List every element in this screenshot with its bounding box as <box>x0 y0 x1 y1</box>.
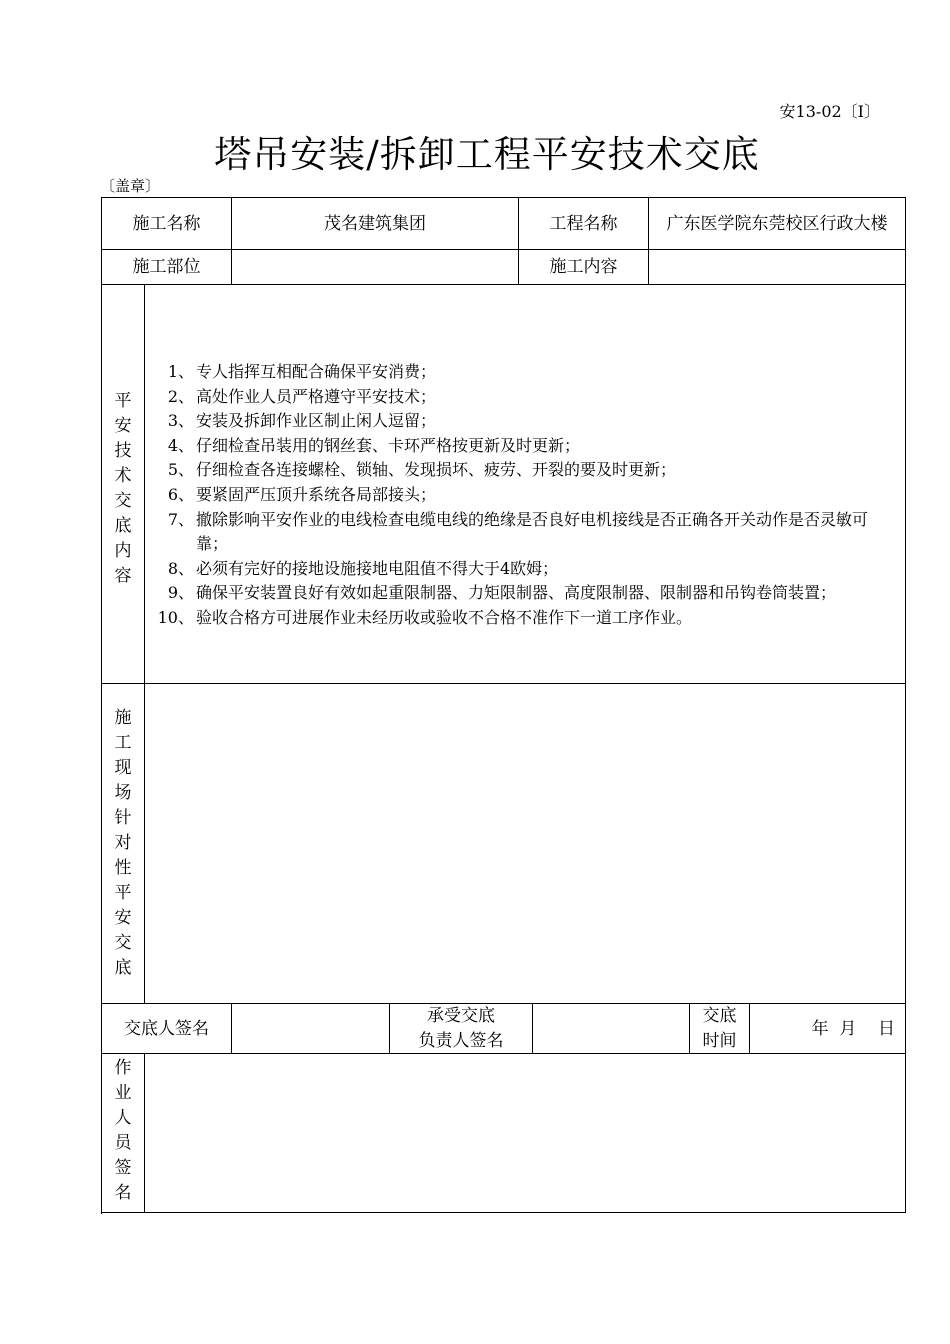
vertical-label-char: 签 <box>114 1158 132 1178</box>
list-item-number: 10、 <box>157 607 194 627</box>
list-item-number: 4、 <box>167 435 194 455</box>
safety-items-list <box>148 360 888 631</box>
vertical-label-char: 交 <box>114 933 132 953</box>
receiver-label-line1: 承受交底 <box>427 1005 495 1026</box>
construction-part-label: 施工部位 <box>102 250 232 285</box>
vertical-label-char: 人 <box>114 1108 132 1128</box>
list-item-text: 要紧固严压顶升系统各局部接头； <box>196 484 437 504</box>
discloser-sign-label: 交底人签名 <box>102 1004 232 1054</box>
list-item <box>148 508 888 557</box>
vertical-label-char: 容 <box>114 566 132 586</box>
list-item-text: 确保平安装置良好有效如起重限制器、力矩限制器、高度限制器、限制器和吊钩卷筒装置； <box>196 583 837 603</box>
vertical-label-char: 名 <box>114 1183 132 1203</box>
vertical-label-char: 技 <box>114 441 132 461</box>
list-item-number: 1、 <box>167 362 194 381</box>
vertical-label-char: 场 <box>114 783 132 803</box>
list-item <box>148 557 888 582</box>
vertical-label-char: 性 <box>114 858 132 878</box>
time-label-line2: 时间 <box>702 1030 737 1051</box>
form-code: 安13-02〔I〕 <box>779 102 880 121</box>
vertical-label-char: 业 <box>114 1083 132 1103</box>
disclosure-time-label <box>690 1004 750 1054</box>
page-title: 塔吊安装/拆卸工程平安技术交底 <box>214 133 760 176</box>
list-item <box>148 385 888 410</box>
receiver-sign-label <box>390 1004 533 1054</box>
vertical-label-char: 术 <box>114 466 132 486</box>
list-item-number: 8、 <box>167 558 194 578</box>
list-item <box>148 606 888 631</box>
vertical-label-char: 现 <box>114 758 132 778</box>
project-name-value[interactable]: 广东医学院东莞校区行政大楼 <box>649 198 906 250</box>
vertical-label-char: 底 <box>114 516 132 536</box>
worker-sign-area[interactable] <box>145 1054 906 1213</box>
construction-part-value[interactable] <box>232 250 519 285</box>
list-item-text: 验收合格方可进展作业未经历收或验收不合格不准作下一道工序作业。 <box>196 607 693 627</box>
list-item <box>148 434 888 459</box>
list-item-text: 必须有完好的接地设施接地电阻值不得大于4欧姆； <box>196 558 559 578</box>
list-item-number: 7、 <box>167 509 194 529</box>
construction-name-label: 施工名称 <box>102 198 232 250</box>
disclosure-date-field[interactable]: 年 月 日 <box>750 1004 906 1054</box>
vertical-label-char: 工 <box>114 733 132 753</box>
list-item <box>148 409 888 434</box>
construction-content-value[interactable] <box>649 250 906 285</box>
construction-name-value[interactable]: 茂名建筑集团 <box>232 198 519 250</box>
vertical-label-char: 安 <box>114 416 132 436</box>
vertical-label-char: 交 <box>114 491 132 511</box>
vertical-label-char: 安 <box>114 908 132 928</box>
receiver-label-line2: 负责人签名 <box>418 1030 504 1051</box>
list-item-text: 安装及拆卸作业区制止闲人逗留； <box>196 411 437 431</box>
vertical-label-char: 施 <box>114 708 132 728</box>
list-item-text: 高处作业人员严格遵守平安技术； <box>196 386 437 406</box>
list-item <box>148 483 888 508</box>
receiver-sign-field[interactable] <box>533 1004 690 1054</box>
vertical-label-char: 作 <box>114 1058 132 1078</box>
site-disclosure-label <box>102 684 145 1004</box>
safety-content-label <box>102 285 145 684</box>
list-item-number: 2、 <box>167 386 194 406</box>
seal-label: 〔盖章〕 <box>100 177 161 195</box>
list-item-number: 5、 <box>167 460 194 480</box>
worker-sign-label <box>102 1054 145 1213</box>
discloser-sign-field[interactable] <box>232 1004 390 1054</box>
site-disclosure-area[interactable] <box>145 684 906 1004</box>
vertical-label-char: 针 <box>114 808 132 828</box>
vertical-label-char: 平 <box>114 883 132 903</box>
list-item-number: 3、 <box>167 411 194 431</box>
vertical-label-char: 底 <box>114 958 132 978</box>
vertical-label-char: 平 <box>114 391 132 411</box>
project-name-label: 工程名称 <box>519 198 649 250</box>
vertical-label-char: 内 <box>114 541 132 561</box>
list-item-text: 仔细检查各连接螺栓、锁轴、发现损坏、疲劳、开裂的要及时更新； <box>196 460 677 480</box>
construction-content-label: 施工内容 <box>519 250 649 285</box>
list-item <box>148 581 888 606</box>
time-label-line1: 交底 <box>702 1005 737 1026</box>
disclosure-form-table <box>101 197 906 1214</box>
vertical-label-char: 对 <box>114 833 132 853</box>
list-item-number: 9、 <box>167 583 194 603</box>
list-item-text: 撤除影响平安作业的电线检查电缆电线的绝缘是否良好电机接线是否正确各开关动作是否灵敏可靠； <box>196 509 869 554</box>
vertical-label-char: 员 <box>114 1133 132 1153</box>
list-item-text: 仔细检查吊装用的钢丝套、卡环严格按更新及时更新； <box>196 435 581 455</box>
list-item <box>148 458 888 483</box>
list-item-text: 专人指挥互相配合确保平安消费； <box>196 362 437 381</box>
list-item-number: 6、 <box>167 484 194 504</box>
list-item <box>148 360 888 385</box>
